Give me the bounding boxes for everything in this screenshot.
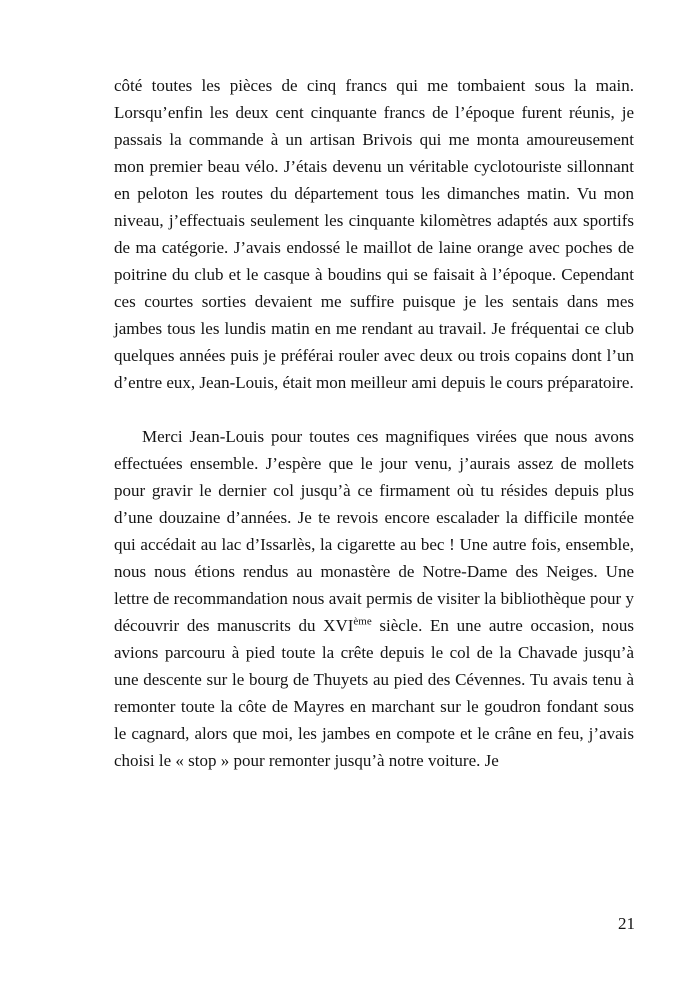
paragraph-second-part1: Merci Jean-Louis pour toutes ces magnifiques virées que nous avons effectuées ensemble. J’espère que le jour venu, j’aurais assez de mollets pour gravir le dernier col jusqu’à ce firmament où tu résides depuis plus d’une douzaine d’années. Je te revois encore escalader la difficile montée qui accédait au lac d’Issarlès, la cigarette au bec ! Une autre fois, ensemble, nous nous étions rendus au monastère de Notre-Dame des Neiges. Une lettre de recommandation nous avait permis de visiter la bibliothèque pour y découvrir des manuscrits du XVI	[114, 427, 634, 635]
text-block	[114, 72, 634, 774]
paragraph-second-part2: siècle. En une autre occasion, nous avions parcouru à pied toute la crête depuis le col de la Chavade jusqu’à une descente sur le bourg de Thuyets au pied des Cévennes. Tu avais tenu à remonter toute la côte de Mayres en marchant sur le goudron fondant sous le cagnard, alors que moi, les jambes en compote et le crâne en feu, j’avais choisi le « stop » pour remonter jusqu’à notre voiture. Je	[114, 616, 634, 770]
century-superscript: ème	[353, 615, 372, 628]
paragraph-second	[114, 423, 634, 774]
paragraph-continuation: côté toutes les pièces de cinq francs qui me tombaient sous la main. Lorsqu’enfin les deux cent cinquante francs de l’époque furent réunis, je passais la commande à un artisan Brivois qui me monta amoureusement mon premier beau vélo. J’étais devenu un véritable cyclotouriste sillonnant en peloton les routes du département tous les dimanches matin. Vu mon niveau, j’effectuais seulement les cinquante kilomètres adaptés aux sportifs de ma catégorie. J’avais endossé le maillot de laine orange avec poches de poitrine du club et le casque à boudins qui se faisait à l’époque. Cependant ces courtes sorties devaient me suffire puisque je les sentais dans mes jambes tous les lundis matin en me rendant au travail. Je fréquentai ce club quelques années puis je préférai rouler avec deux ou trois copains dont l’un d’entre eux, Jean-Louis, était mon meilleur ami depuis le cours préparatoire.	[114, 76, 634, 392]
page-number: 21	[618, 914, 635, 933]
